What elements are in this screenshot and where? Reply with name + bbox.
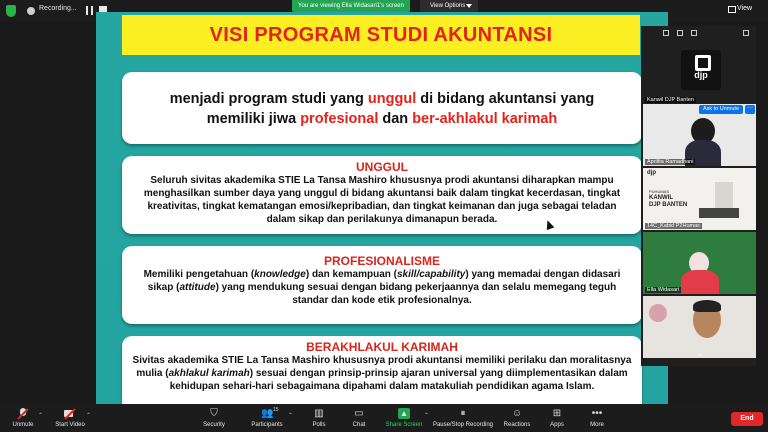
kanwil-line: KANWIL bbox=[649, 195, 673, 201]
room-decoration bbox=[715, 182, 733, 208]
security-label: Security bbox=[203, 422, 225, 428]
participant-video-body bbox=[681, 270, 719, 294]
vision-line-1 bbox=[122, 89, 642, 109]
polls-icon: ▥ bbox=[314, 408, 324, 419]
more-label: More bbox=[590, 422, 604, 428]
video-off-icon bbox=[64, 408, 76, 419]
unmute-button[interactable] bbox=[6, 404, 40, 432]
body-text: Memiliki pengetahuan ( bbox=[143, 269, 255, 280]
djp-logo-icon bbox=[681, 50, 721, 90]
vision-card bbox=[122, 72, 642, 144]
chevron-down-icon[interactable]: ⌄ bbox=[697, 351, 703, 358]
reactions-label: Reactions bbox=[503, 422, 531, 428]
start-video-label: Start Video bbox=[55, 422, 85, 428]
room-desk bbox=[699, 208, 739, 218]
profesionalisme-body bbox=[132, 268, 632, 307]
recording-status: Recording... bbox=[39, 5, 77, 12]
body-text: Sivitas akademika STIE La Tansa Mashiro khususnya prodi akuntansi memiliki perilaku dan moralitasnya mulia ( bbox=[132, 355, 632, 379]
chat-button[interactable] bbox=[346, 404, 372, 432]
start-video-button[interactable] bbox=[50, 404, 90, 432]
share-screen-label: Share Screen bbox=[385, 422, 423, 428]
kanwil-line: PUHUMAS bbox=[649, 189, 670, 194]
chat-label: Chat bbox=[352, 422, 366, 428]
reactions-icon: ☺ bbox=[511, 408, 523, 419]
participant-tile[interactable] bbox=[643, 168, 756, 230]
shared-screen-slide bbox=[96, 12, 668, 408]
vision-text: menjadi program studi yang bbox=[169, 91, 368, 107]
grid-icon[interactable] bbox=[677, 30, 683, 36]
room-decoration bbox=[649, 304, 667, 322]
body-italic: knowledge bbox=[254, 269, 306, 280]
body-text: ) sesuai dengan prinsip-prinsip ajaran universal yang diimplementasikan dalam kehidupan sehari-hari sebagaimana dipahami dalam matakuliah pendidikan agama Islam. bbox=[169, 368, 628, 392]
panel-toolbar bbox=[645, 30, 755, 40]
participant-tile[interactable] bbox=[643, 104, 756, 166]
vision-text: dan bbox=[378, 111, 413, 127]
berakhlakul-card bbox=[122, 336, 642, 408]
mic-muted-icon bbox=[17, 408, 29, 419]
security-button[interactable] bbox=[198, 404, 230, 432]
layout-icon[interactable] bbox=[663, 30, 669, 36]
participants-button[interactable] bbox=[246, 404, 288, 432]
pause-recording-icon[interactable] bbox=[86, 6, 93, 15]
vision-highlight-profesional: profesional bbox=[300, 111, 379, 127]
vision-highlight-unggul: unggul bbox=[367, 91, 417, 107]
view-options-button[interactable]: View Options bbox=[420, 0, 478, 12]
chevron-up-icon[interactable]: ⌃ bbox=[288, 413, 294, 419]
participant-tile[interactable] bbox=[643, 232, 756, 294]
collapse-icon[interactable] bbox=[743, 30, 749, 36]
slide-title-banner bbox=[122, 15, 640, 55]
ask-to-unmute-button[interactable]: Ask to Unmute bbox=[699, 105, 743, 114]
more-button[interactable] bbox=[584, 404, 610, 432]
pause-stop-recording-button[interactable] bbox=[432, 404, 494, 432]
vision-line-2 bbox=[122, 109, 642, 129]
participants-count: 15 bbox=[273, 407, 279, 413]
kanwil-line: DJP BANTEN bbox=[649, 202, 688, 208]
unggul-body: Seluruh sivitas akademika STIE La Tansa Mashiro khususnya prodi akuntansi diharapkan mampu menghasilkan sumber daya yang unggul di bidang akuntansi baik dalam tingkat kecerdasan, tingkat kreativitas, tingkat kematangan emosi/kepribadian, dan tingkat keimanan dan juga sebagai teladan dalam sikap dan perilakunya dimanapun berada. bbox=[143, 175, 621, 225]
profesionalisme-heading: PROFESIONALISME bbox=[323, 254, 440, 268]
vision-text: di bidang akuntansi yang bbox=[416, 91, 595, 107]
participant-tile[interactable] bbox=[643, 296, 756, 358]
more-icon: ••• bbox=[591, 408, 603, 419]
participant-name: Kanwil DJP Banten bbox=[647, 97, 694, 103]
polls-label: Polls bbox=[312, 422, 326, 428]
chevron-up-icon[interactable]: ⌃ bbox=[86, 413, 92, 419]
kanwil-banner bbox=[649, 188, 687, 209]
berakhlakul-body bbox=[132, 354, 632, 393]
reactions-button[interactable] bbox=[502, 404, 532, 432]
shield-icon: ⛉ bbox=[210, 408, 218, 419]
body-text: ) dan kemampuan ( bbox=[305, 269, 397, 280]
participants-icon: 👥 bbox=[261, 408, 274, 419]
body-italic: akhlakul karimah bbox=[168, 368, 250, 379]
body-italic: attitude bbox=[179, 282, 216, 293]
end-meeting-button[interactable]: End bbox=[731, 412, 763, 426]
logo-text: djp bbox=[694, 70, 708, 80]
profesionalisme-card bbox=[122, 246, 642, 324]
participant-name: Aprilita Ramadhani bbox=[647, 159, 694, 165]
apps-label: Apps bbox=[550, 422, 564, 428]
body-text: ) yang memadai dengan didasari sikap ( bbox=[147, 269, 621, 293]
unggul-heading: UNGGUL bbox=[356, 160, 408, 174]
unmute-label: Unmute bbox=[12, 422, 34, 428]
chevron-up-icon[interactable]: ⌃ bbox=[38, 413, 44, 419]
apps-icon: ⊞ bbox=[552, 408, 562, 419]
record-icon bbox=[27, 7, 35, 15]
body-italic: skill/capability bbox=[396, 269, 466, 280]
chevron-up-icon[interactable]: ⌃ bbox=[424, 413, 430, 419]
pause-recording-label: Pause/Stop Recording bbox=[432, 422, 494, 428]
shield-icon[interactable] bbox=[6, 5, 16, 17]
share-screen-icon: ▲ bbox=[398, 408, 410, 419]
djp-logo-icon: djp bbox=[647, 170, 656, 176]
more-options-button[interactable]: ··· bbox=[745, 105, 755, 114]
share-screen-button[interactable] bbox=[384, 404, 424, 432]
body-text: ) yang mendukung sesuai dengan bidang pekerjaannya dan selalu memegang teguh standar dan kode etik profesionalnya. bbox=[215, 282, 617, 306]
berakhlakul-heading: BERAKHLAKUL KARIMAH bbox=[306, 340, 458, 354]
unggul-card bbox=[122, 156, 642, 234]
view-button[interactable]: View bbox=[737, 5, 753, 12]
chat-icon: ▭ bbox=[354, 408, 364, 419]
slide-title: VISI PROGRAM STUDI AKUNTANSI bbox=[209, 23, 553, 46]
participant-video-hair bbox=[693, 300, 721, 312]
participant-name: Ella Widasari bbox=[647, 287, 680, 293]
vision-text: memiliki jiwa bbox=[206, 111, 301, 127]
gallery-icon[interactable] bbox=[691, 30, 697, 36]
viewing-screen-banner: You are viewing Ella Widasari1's screen bbox=[292, 0, 410, 12]
vision-highlight-akhlak: ber-akhlakul karimah bbox=[412, 111, 558, 127]
polls-button[interactable] bbox=[306, 404, 332, 432]
meeting-toolbar bbox=[0, 404, 768, 432]
participants-label: Participants bbox=[251, 422, 283, 428]
participant-tile[interactable] bbox=[643, 42, 756, 104]
pause-icon: ⏸ bbox=[460, 408, 466, 419]
participant-name: 14C_Kabid P2Humas bbox=[647, 223, 700, 229]
apps-button[interactable] bbox=[544, 404, 570, 432]
